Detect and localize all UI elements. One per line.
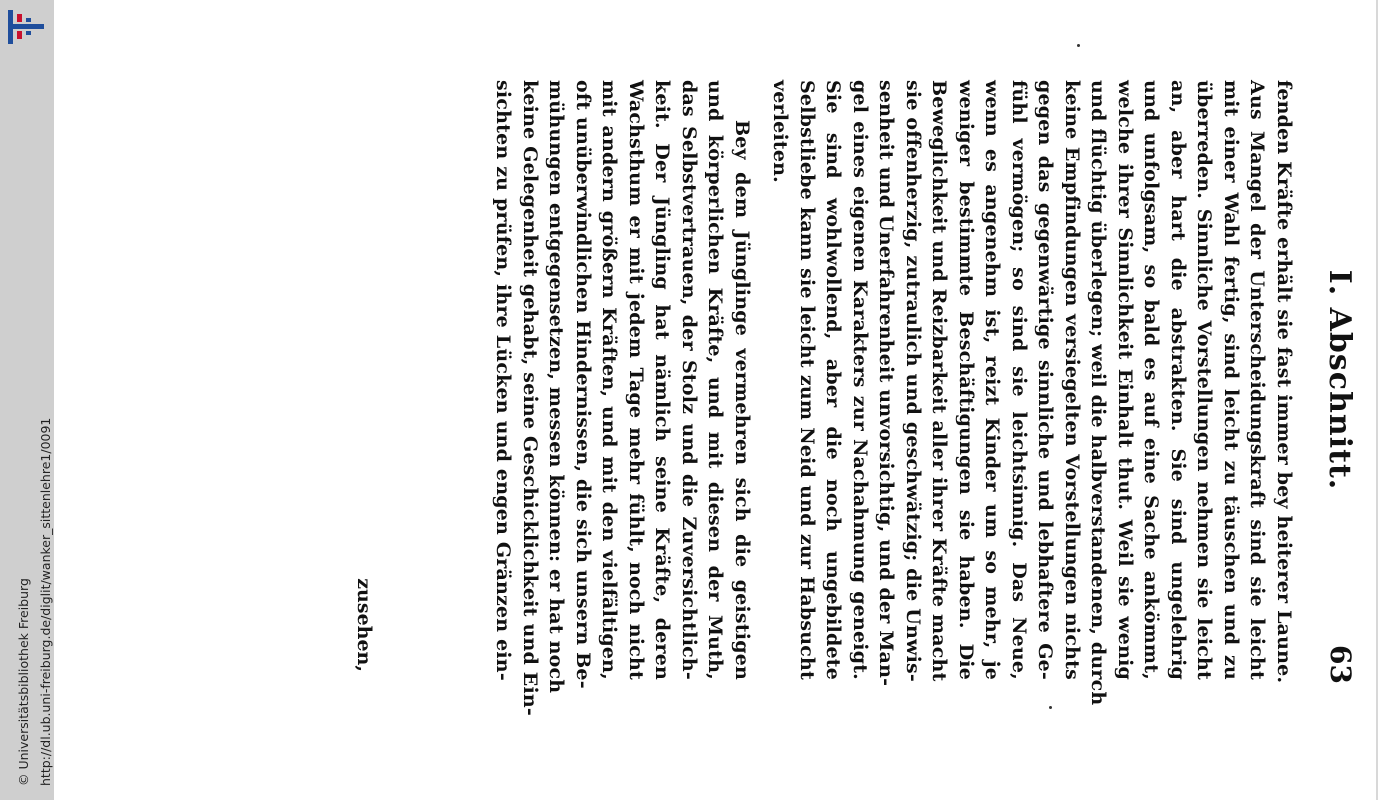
text-line: verleiten. (769, 80, 792, 183)
text-line: mit einer Wahl fertig, sind leicht zu täuschen und zu (1220, 80, 1242, 680)
text-line: oft unüberwindlichen Hindernissen, die sich unsern Be- (572, 80, 594, 689)
text-line: Selbstliebe kann sie leicht zum Neid und zur Habsucht (796, 80, 818, 680)
text-line: keine Empfindungen versiegelten Vorstellungen nichts (1061, 80, 1083, 680)
text-line: Aus Mangel der Unterscheidungskraft sind sie leicht (1246, 80, 1269, 680)
text-line: Beweglichkeit und Reizbarkeit aller ihrer Kräfte macht (928, 80, 951, 682)
text-line: und flüchtig überlegen; weil die halbverstandenen, durch (1087, 80, 1110, 706)
sidebar (0, 0, 54, 800)
scan-speck (1049, 706, 1052, 709)
text-line: keine Gelegenheit gehabt, seine Geschicklichkeit und Ein- (519, 80, 541, 716)
text-line: sie offenherzig, zutraulich und geschwätzig; die Unwis- (902, 80, 924, 683)
text-line: sichten zu prüfen, ihre Lücken und engen Gränzen ein- (492, 80, 515, 681)
text-line: Wachsthum er mit jedem Tage mehr fühlt, noch nicht (625, 80, 647, 680)
paragraph-2 (490, 80, 755, 716)
text-line: gel eines eigenen Karakters zur Nachahmung geneigt. (849, 80, 871, 680)
text-line: senheit und Unerfahrenheit unvorsichtig, und der Man- (875, 80, 898, 687)
text-line: Sie sind wohlwollend, aber die noch ungebildete (822, 80, 845, 680)
text-line: gegen das gegenwärtige sinnliche und lebhaftere Ge- (1034, 80, 1057, 680)
text-line: wenn es angenehm ist, reizt Kinder um so mehr, je (981, 80, 1004, 680)
text-line: mit andern größern Kräften, und mit den vielfältigen, (598, 80, 621, 680)
text-line: Bey dem Jünglinge vermehren sich die geistigen (731, 120, 753, 680)
text-line: weniger bestimmte Beschäftigungen sie haben. Die (955, 80, 977, 680)
text-line: an, aber hart die abstrakten. Sie sind ungelehrig (1167, 80, 1189, 680)
running-head (1317, 76, 1357, 684)
text-line: keit. Der Jüngling hat nämlich seine Kräfte, deren (651, 80, 674, 680)
text-line: überreden. Sinnliche Vorstellungen nehmen sie leicht (1193, 80, 1216, 680)
scan-speck (1077, 44, 1080, 47)
text-line: fühl vermögen; so sind sie leichtsinnig. Das Neue, (1008, 80, 1030, 680)
copyright-notice: © Universitätsbibliothek Freiburg (16, 578, 31, 786)
library-logo-icon (4, 6, 46, 48)
scanned-page-viewer (55, 0, 1378, 800)
page-number: 63 (1324, 645, 1357, 684)
page-content (215, 60, 1375, 716)
catchword: zusehen, (353, 578, 375, 672)
paragraph-1 (767, 80, 1297, 706)
text-line: welche ihrer Sinnlichkeit Einhalt thut. Weil sie wenig (1114, 80, 1136, 680)
text-line: fenden Kräfte erhält sie fast immer bey heiterer Laune. (1273, 80, 1295, 684)
chapter-title: I. Abschnitt. (1322, 269, 1357, 491)
text-line: und körperlichen Kräfte, und mit diesen der Muth, (704, 80, 727, 680)
text-line: und unfolgsam, so bald es auf eine Sache ankömmt, (1140, 80, 1163, 680)
text-line: mühungen entgegensetzen, messen können: er hat noch (545, 80, 568, 694)
source-url[interactable]: http://dl.ub.uni-freiburg.de/diglit/wanker_sittenlehre1/0091 (38, 417, 53, 786)
text-line: das Selbstvertrauen, der Stolz und die Zuversichtlich- (678, 80, 700, 680)
body-text (490, 80, 1297, 716)
